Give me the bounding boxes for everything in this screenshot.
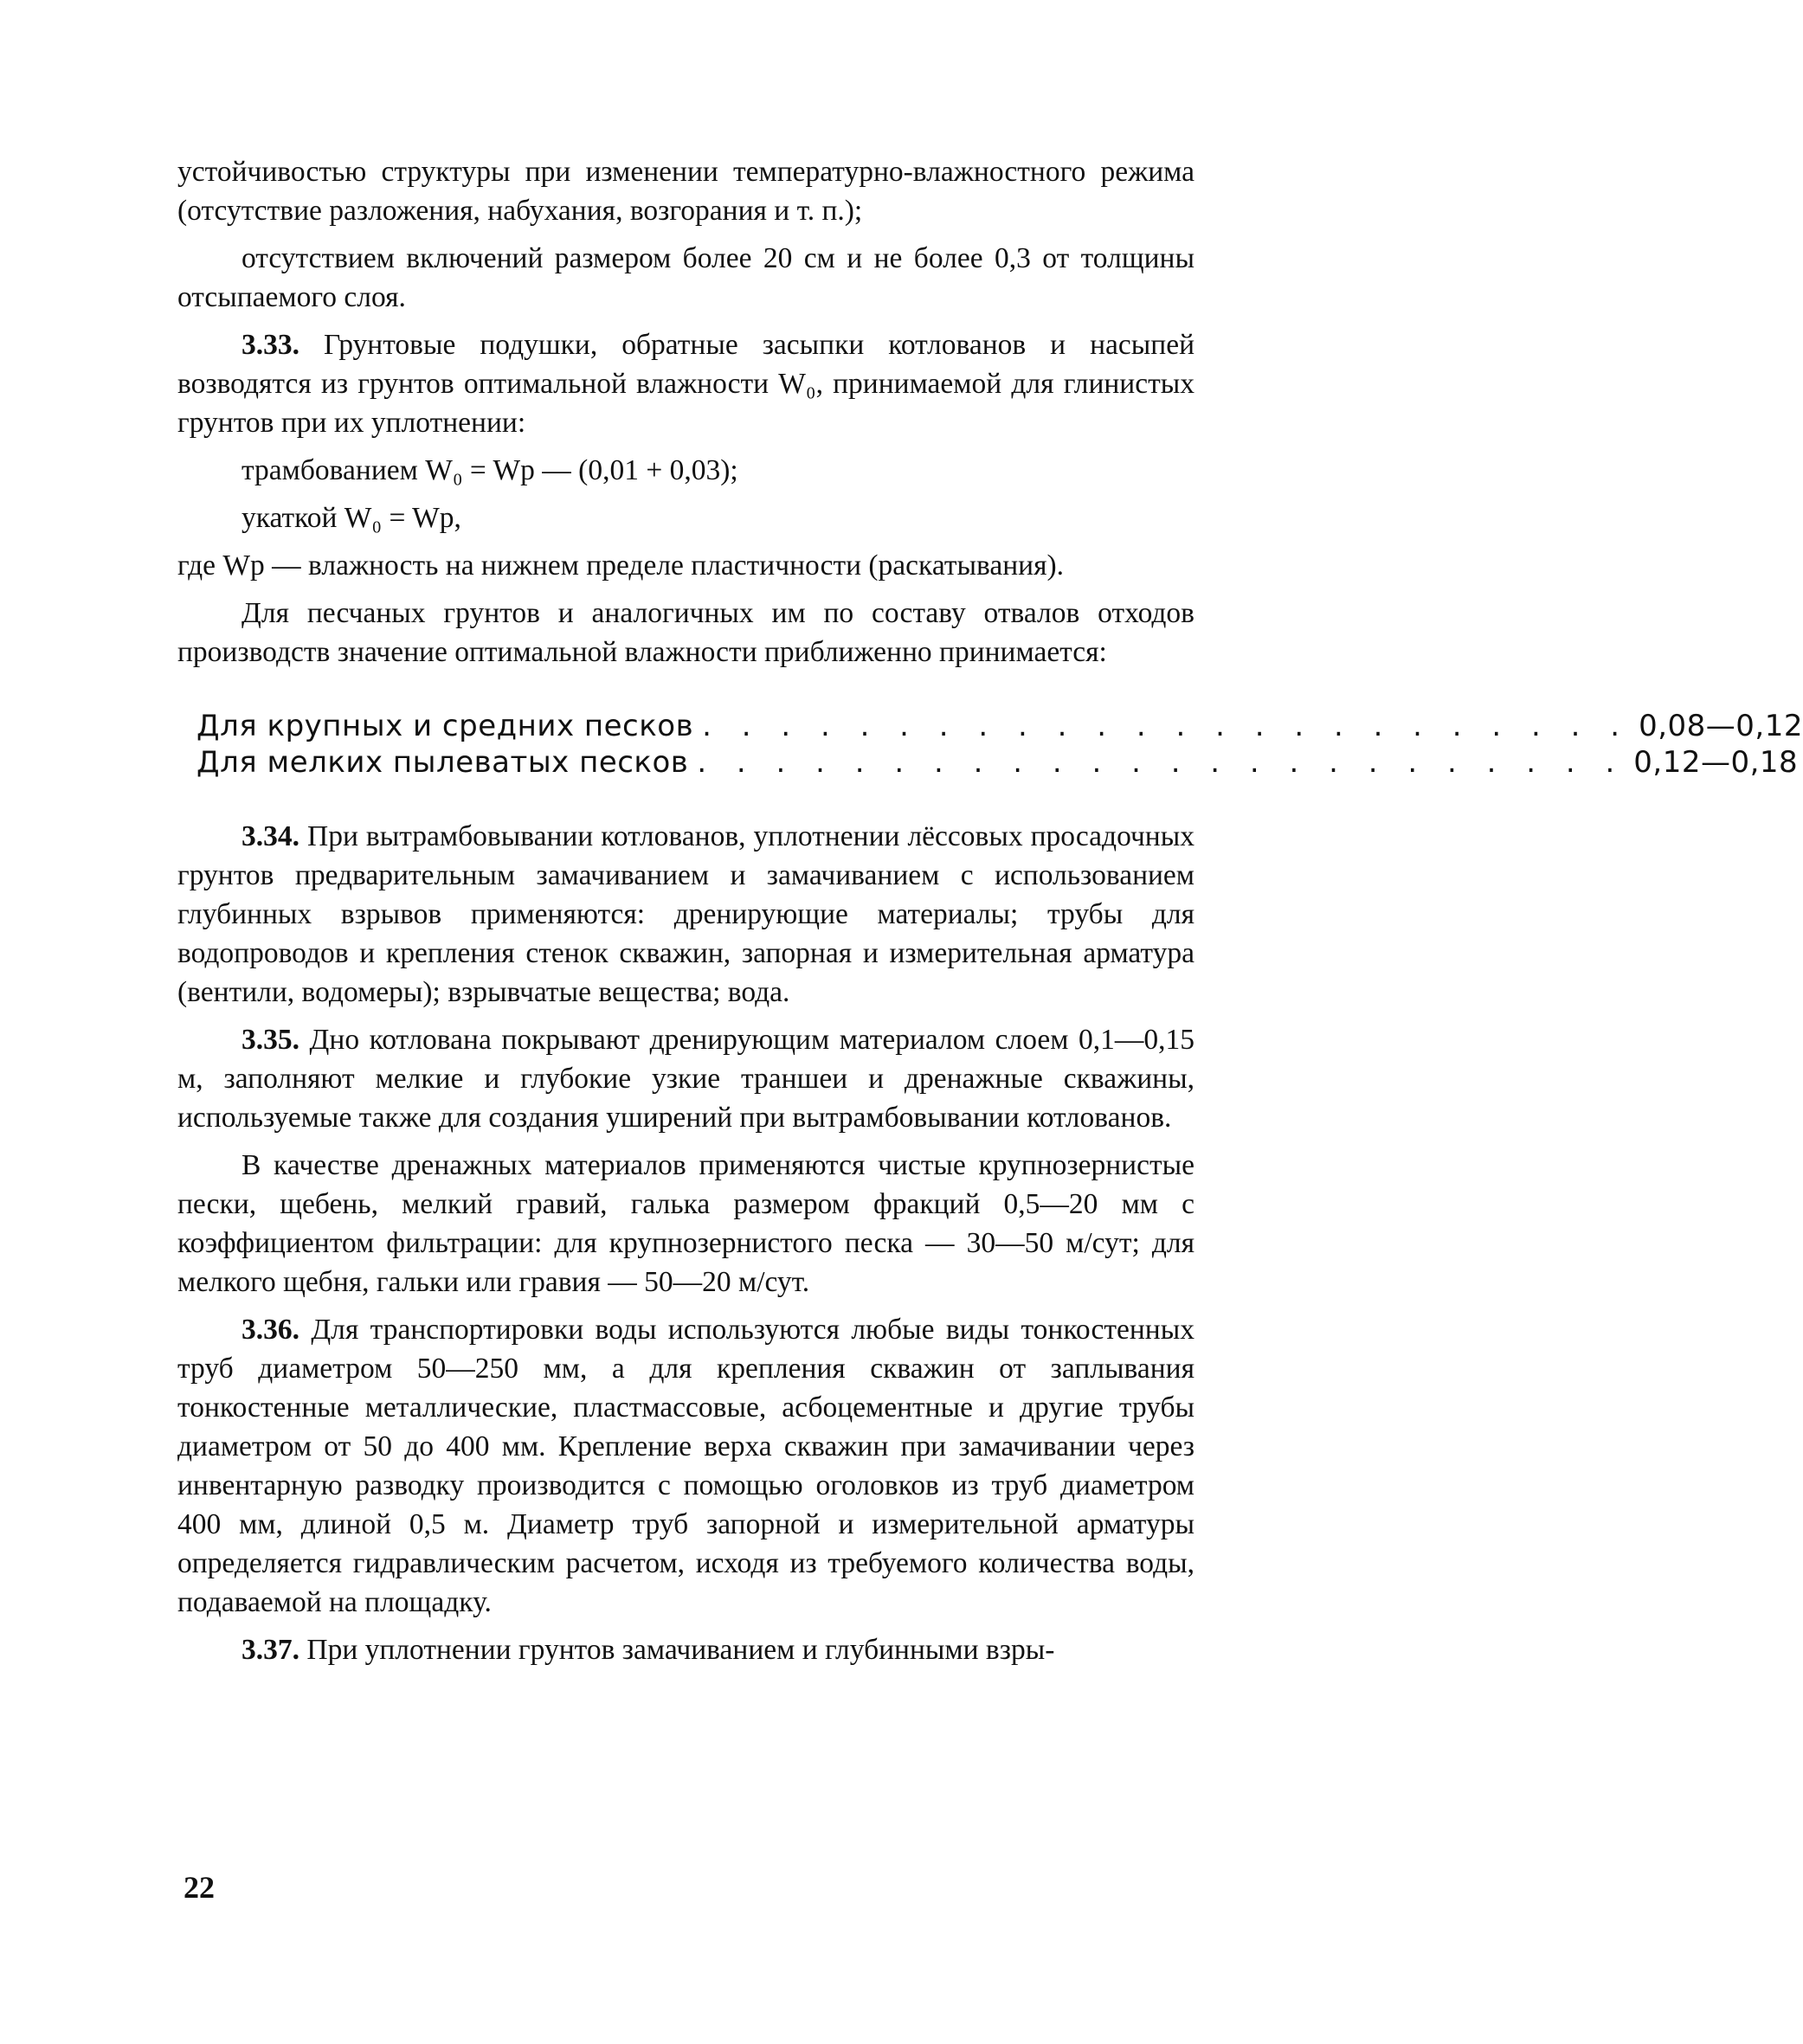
paragraph-sandy-soils: Для песчаных грунтов и аналогичных им по составу отвалов отходов производств значение оптимальной влажности приближенно принимается: [177, 597, 1194, 668]
formula-rolling: укаткой W₀ = Wp, [241, 502, 461, 534]
section-3-37 [177, 1630, 1194, 1669]
list-item [196, 744, 1799, 781]
section-text: При уплотнении грунтов замачиванием и глубинными взры- [299, 1634, 1055, 1666]
list-item-label: Для мелких пылеватых песков [196, 745, 689, 780]
section-text: Грунтовые подушки, обратные засыпки котлованов и насыпей возводятся из грунтов оптимальной влажности W₀, принимаемой для глинистых грунтов при их уплотнении: [177, 329, 1194, 439]
section-3-33 [177, 325, 1194, 442]
paragraph-continuation: устойчивостью структуры при изменении температурно-влажностного режима (отсутствие разложения, набухания, возгорания и т. п.); [177, 156, 1194, 227]
section-text: При вытрамбовывании котлованов, уплотнении лёссовых просадочных грунтов предварительным замачиванием и замачиванием с использованием глубинных взрывов применяются: дренирующие материалы; трубы для водопроводов и крепления стенок скважин, запорная и измерительная арматура (вентили, водомеры); взрывчатые вещества; вода. [177, 820, 1194, 1008]
paragraph-drainage-materials: В качестве дренажных материалов применяются чистые крупнозернистые пески, щебень, мелкий гравий, галька размером фракций 0,5—20 мм с коэффициентом фильтрации: для крупнозернистого песка — 30—50 м/сут; для мелкого щебня, гальки или гравия — 50—20 м/сут. [177, 1149, 1194, 1298]
section-number: 3.34. [241, 820, 299, 852]
list-item-label: Для крупных и средних песков [196, 709, 694, 743]
formula-tamping: трамбованием W₀ = Wp — (0,01 + 0,03); [241, 454, 738, 486]
section-text: Для транспортировки воды используются любые виды тонкостенных труб диаметром 50—250 мм, а для крепления скважин от заплывания тонкостенные металлические, пластмассовые, асбоцементные и другие трубы диаметром от 50 до 400 мм. Крепление верха скважин при замачивании через инвентарную разводку производится с помощью оголовков из труб диаметром 400 мм, длиной 0,5 м. Диаметр труб запорной и измерительной арматуры определяется гидравлическим расчетом, исходя из требуемого количества воды, подаваемой на площадку. [177, 1314, 1194, 1618]
leader-dots: . . . . . . . . . . . . . . . . . . . . . . . . [702, 709, 1631, 743]
list-item [196, 708, 1803, 744]
paragraph-where: где Wp — влажность на нижнем пределе пластичности (раскатывания). [177, 550, 1065, 582]
moisture-list [177, 708, 1803, 781]
section-3-34 [177, 817, 1194, 1012]
section-number: 3.33. [241, 329, 299, 361]
section-number: 3.36. [241, 1314, 299, 1346]
paragraph-inclusions: отсутствием включений размером более 20 см и не более 0,3 от толщины отсыпаемого слоя. [177, 242, 1194, 313]
page-number: 22 [184, 1870, 215, 1905]
section-number: 3.37. [241, 1634, 299, 1666]
section-number: 3.35. [241, 1024, 299, 1056]
leader-dots: . . . . . . . . . . . . . . . . . . . . . . . . [697, 745, 1626, 780]
section-3-35 [177, 1020, 1194, 1137]
section-text: Дно котлована покрывают дренирующим материалом слоем 0,1—0,15 м, заполняют мелкие и глубокие узкие траншеи и дренажные скважины, используемые также для создания уширений при вытрамбовывании котлованов. [177, 1024, 1194, 1134]
page-body [177, 152, 1803, 1669]
list-item-value: 0,08—0,12 [1639, 709, 1803, 743]
section-3-36 [177, 1310, 1194, 1622]
list-item-value: 0,12—0,18 [1633, 745, 1799, 780]
